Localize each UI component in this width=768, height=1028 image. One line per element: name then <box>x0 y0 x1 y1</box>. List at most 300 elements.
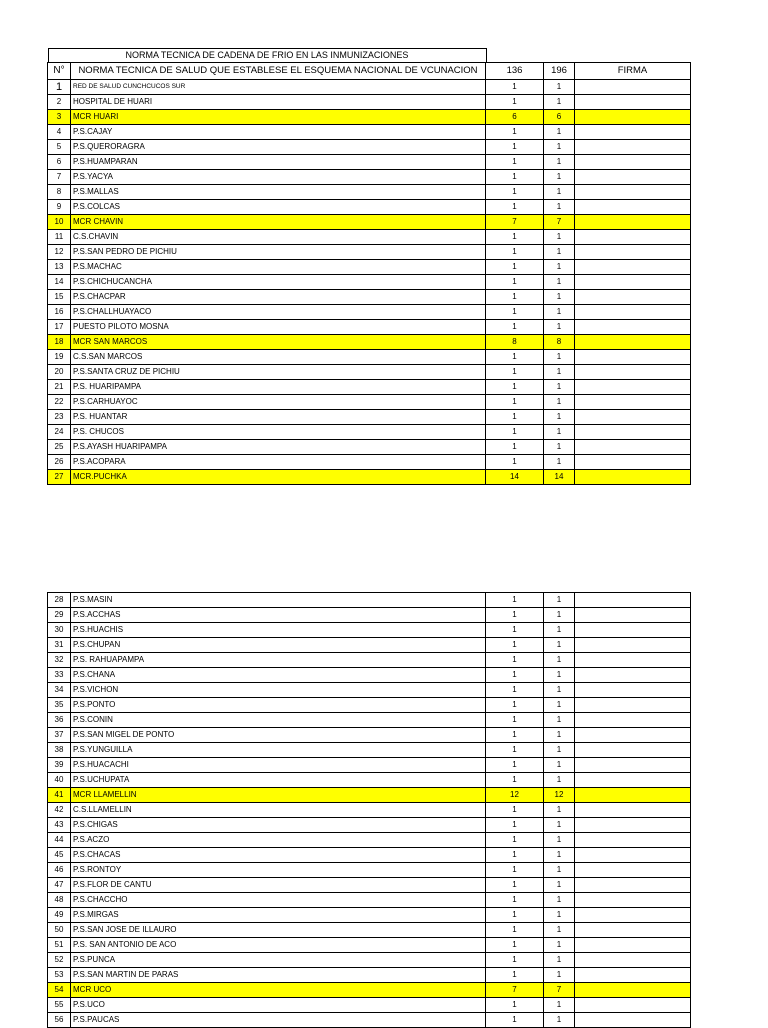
row-number: 16 <box>48 305 71 320</box>
table-row <box>48 668 691 683</box>
value-196: 1 <box>544 623 575 638</box>
firma-cell <box>575 848 691 863</box>
value-136: 1 <box>486 320 544 335</box>
firma-cell <box>575 410 691 425</box>
row-number: 36 <box>48 713 71 728</box>
firma-cell <box>575 440 691 455</box>
value-136: 1 <box>486 410 544 425</box>
table-row <box>48 848 691 863</box>
firma-cell <box>575 983 691 998</box>
value-136: 1 <box>486 863 544 878</box>
value-196: 1 <box>544 683 575 698</box>
firma-cell <box>575 773 691 788</box>
table-row <box>48 95 691 110</box>
value-196: 1 <box>544 968 575 983</box>
row-number: 3 <box>48 110 71 125</box>
row-number: 24 <box>48 425 71 440</box>
firma-cell <box>575 608 691 623</box>
firma-cell <box>575 455 691 470</box>
value-136: 1 <box>486 425 544 440</box>
value-196: 1 <box>544 743 575 758</box>
value-196: 7 <box>544 215 575 230</box>
table-row <box>48 155 691 170</box>
row-number: 26 <box>48 455 71 470</box>
firma-cell <box>575 668 691 683</box>
row-number: 27 <box>48 470 71 485</box>
table-row <box>48 893 691 908</box>
value-196: 1 <box>544 818 575 833</box>
value-196: 1 <box>544 773 575 788</box>
firma-cell <box>575 713 691 728</box>
firma-cell <box>575 623 691 638</box>
value-136: 1 <box>486 878 544 893</box>
header-firma: FIRMA <box>575 63 691 80</box>
facility-name: P.S.CHICHUCANCHA <box>71 275 486 290</box>
value-196: 1 <box>544 320 575 335</box>
value-196: 14 <box>544 470 575 485</box>
value-136: 1 <box>486 998 544 1013</box>
firma-cell <box>575 155 691 170</box>
firma-cell <box>575 593 691 608</box>
header-name: NORMA TECNICA DE SALUD QUE ESTABLESE EL ESQUEMA NACIONAL DE VCUNACION <box>71 63 486 80</box>
value-136: 1 <box>486 848 544 863</box>
facility-name: P.S.CONIN <box>71 713 486 728</box>
table-row <box>48 803 691 818</box>
row-number: 34 <box>48 683 71 698</box>
value-196: 12 <box>544 788 575 803</box>
row-number: 52 <box>48 953 71 968</box>
value-136: 1 <box>486 185 544 200</box>
table-row <box>48 350 691 365</box>
row-number: 45 <box>48 848 71 863</box>
value-196: 1 <box>544 125 575 140</box>
firma-cell <box>575 653 691 668</box>
value-136: 14 <box>486 470 544 485</box>
value-196: 1 <box>544 878 575 893</box>
value-196: 1 <box>544 230 575 245</box>
table-row <box>48 713 691 728</box>
table-row <box>48 953 691 968</box>
firma-cell <box>575 170 691 185</box>
table-row <box>48 698 691 713</box>
firma-cell <box>575 698 691 713</box>
value-196: 6 <box>544 110 575 125</box>
row-number: 47 <box>48 878 71 893</box>
facility-name: P.S. HUANTAR <box>71 410 486 425</box>
value-196: 7 <box>544 983 575 998</box>
value-196: 1 <box>544 380 575 395</box>
row-number: 48 <box>48 893 71 908</box>
table-row <box>48 185 691 200</box>
firma-cell <box>575 878 691 893</box>
value-136: 1 <box>486 455 544 470</box>
firma-cell <box>575 818 691 833</box>
table-row <box>48 380 691 395</box>
firma-cell <box>575 743 691 758</box>
row-number: 12 <box>48 245 71 260</box>
firma-cell <box>575 80 691 95</box>
value-196: 1 <box>544 638 575 653</box>
value-196: 1 <box>544 200 575 215</box>
value-136: 1 <box>486 95 544 110</box>
value-136: 1 <box>486 365 544 380</box>
firma-cell <box>575 833 691 848</box>
table-row <box>48 728 691 743</box>
value-136: 12 <box>486 788 544 803</box>
firma-cell <box>575 380 691 395</box>
facility-name: P.S.PUNCA <box>71 953 486 968</box>
value-136: 1 <box>486 833 544 848</box>
value-136: 7 <box>486 215 544 230</box>
facility-name: P.S.ACOPARA <box>71 455 486 470</box>
row-number: 54 <box>48 983 71 998</box>
facility-name: P.S.CHACAS <box>71 848 486 863</box>
firma-cell <box>575 893 691 908</box>
row-number: 7 <box>48 170 71 185</box>
table-row <box>48 968 691 983</box>
value-196: 1 <box>544 80 575 95</box>
value-196: 1 <box>544 998 575 1013</box>
facility-name: P.S.HUACACHI <box>71 758 486 773</box>
value-196: 1 <box>544 758 575 773</box>
table-row <box>48 365 691 380</box>
firma-cell <box>575 305 691 320</box>
document-title-row <box>48 48 691 63</box>
firma-cell <box>575 320 691 335</box>
table-row <box>48 245 691 260</box>
table-row <box>48 335 691 350</box>
value-136: 1 <box>486 170 544 185</box>
table-row <box>48 305 691 320</box>
value-136: 1 <box>486 773 544 788</box>
value-136: 1 <box>486 713 544 728</box>
row-number: 49 <box>48 908 71 923</box>
facility-name: P.S.CAJAY <box>71 125 486 140</box>
firma-cell <box>575 230 691 245</box>
firma-cell <box>575 470 691 485</box>
table-row <box>48 440 691 455</box>
facility-name: P.S.RONTOY <box>71 863 486 878</box>
row-number: 32 <box>48 653 71 668</box>
table-row <box>48 80 691 95</box>
facility-name: P.S.SANTA CRUZ DE PICHIU <box>71 365 486 380</box>
value-196: 1 <box>544 185 575 200</box>
value-196: 1 <box>544 938 575 953</box>
value-196: 1 <box>544 668 575 683</box>
row-number: 53 <box>48 968 71 983</box>
row-number: 31 <box>48 638 71 653</box>
facility-name: P.S.YACYA <box>71 170 486 185</box>
table-row <box>48 683 691 698</box>
table-row <box>48 470 691 485</box>
value-136: 1 <box>486 125 544 140</box>
value-136: 1 <box>486 623 544 638</box>
table-row <box>48 833 691 848</box>
table-row <box>48 290 691 305</box>
value-196: 1 <box>544 140 575 155</box>
table-row <box>48 788 691 803</box>
value-196: 1 <box>544 155 575 170</box>
firma-cell <box>575 788 691 803</box>
firma-cell <box>575 863 691 878</box>
facility-name: P.S. SAN ANTONIO DE ACO <box>71 938 486 953</box>
value-136: 1 <box>486 908 544 923</box>
value-136: 1 <box>486 758 544 773</box>
row-number: 23 <box>48 410 71 425</box>
value-196: 1 <box>544 728 575 743</box>
facility-name: P.S.CHACCHO <box>71 893 486 908</box>
value-136: 1 <box>486 230 544 245</box>
table-row <box>48 1013 691 1028</box>
row-number: 2 <box>48 95 71 110</box>
inventory-table-part-1 <box>47 48 691 485</box>
facility-name: P.S.VICHON <box>71 683 486 698</box>
firma-cell <box>575 245 691 260</box>
row-number: 43 <box>48 818 71 833</box>
firma-cell <box>575 215 691 230</box>
value-196: 1 <box>544 260 575 275</box>
facility-name: P.S.CHIGAS <box>71 818 486 833</box>
value-196: 1 <box>544 350 575 365</box>
row-number: 41 <box>48 788 71 803</box>
table-row <box>48 200 691 215</box>
value-136: 1 <box>486 968 544 983</box>
facility-name: P.S.FLOR DE CANTU <box>71 878 486 893</box>
firma-cell <box>575 185 691 200</box>
facility-name: P.S.ACZO <box>71 833 486 848</box>
value-136: 1 <box>486 953 544 968</box>
table-row <box>48 410 691 425</box>
facility-name: P.S.AYASH HUARIPAMPA <box>71 440 486 455</box>
facility-name: MCR.PUCHKA <box>71 470 486 485</box>
header-196: 196 <box>544 63 575 80</box>
table-row <box>48 125 691 140</box>
table-row <box>48 275 691 290</box>
facility-name: MCR UCO <box>71 983 486 998</box>
row-number: 46 <box>48 863 71 878</box>
row-number: 20 <box>48 365 71 380</box>
facility-name: C.S.LLAMELLIN <box>71 803 486 818</box>
facility-name: P.S.MALLAS <box>71 185 486 200</box>
row-number: 18 <box>48 335 71 350</box>
facility-name: P.S.MASIN <box>71 593 486 608</box>
value-136: 1 <box>486 653 544 668</box>
table-row <box>48 425 691 440</box>
value-136: 1 <box>486 260 544 275</box>
facility-name: P.S.UCO <box>71 998 486 1013</box>
value-196: 1 <box>544 908 575 923</box>
value-136: 1 <box>486 350 544 365</box>
facility-name: P.S.QUERORAGRA <box>71 140 486 155</box>
value-136: 1 <box>486 608 544 623</box>
firma-cell <box>575 953 691 968</box>
firma-cell <box>575 923 691 938</box>
value-196: 1 <box>544 305 575 320</box>
facility-name: PUESTO PILOTO MOSNA <box>71 320 486 335</box>
facility-name: P.S.HUAMPARAN <box>71 155 486 170</box>
firma-cell <box>575 683 691 698</box>
value-136: 6 <box>486 110 544 125</box>
facility-name: P.S.COLCAS <box>71 200 486 215</box>
value-136: 1 <box>486 395 544 410</box>
row-number: 9 <box>48 200 71 215</box>
value-136: 1 <box>486 728 544 743</box>
facility-name: P.S.UCHUPATA <box>71 773 486 788</box>
value-196: 1 <box>544 1013 575 1028</box>
row-number: 25 <box>48 440 71 455</box>
table-row <box>48 623 691 638</box>
row-number: 1 <box>48 80 71 95</box>
row-number: 55 <box>48 998 71 1013</box>
table-row <box>48 260 691 275</box>
value-196: 1 <box>544 713 575 728</box>
facility-name: P.S. CHUCOS <box>71 425 486 440</box>
value-136: 1 <box>486 938 544 953</box>
row-number: 33 <box>48 668 71 683</box>
value-196: 8 <box>544 335 575 350</box>
row-number: 8 <box>48 185 71 200</box>
firma-cell <box>575 110 691 125</box>
facility-name: P.S.PONTO <box>71 698 486 713</box>
table-row <box>48 653 691 668</box>
value-136: 1 <box>486 803 544 818</box>
value-196: 1 <box>544 893 575 908</box>
facility-name: MCR CHAVIN <box>71 215 486 230</box>
table-row <box>48 863 691 878</box>
row-number: 13 <box>48 260 71 275</box>
value-136: 1 <box>486 593 544 608</box>
table-row <box>48 878 691 893</box>
value-196: 1 <box>544 833 575 848</box>
facility-name: P.S.CHUPAN <box>71 638 486 653</box>
value-196: 1 <box>544 425 575 440</box>
row-number: 10 <box>48 215 71 230</box>
facility-name: P.S.SAN PEDRO DE PICHIU <box>71 245 486 260</box>
table-row <box>48 140 691 155</box>
firma-cell <box>575 365 691 380</box>
row-number: 17 <box>48 320 71 335</box>
facility-name: P.S.SAN JOSE DE ILLAURO <box>71 923 486 938</box>
row-number: 29 <box>48 608 71 623</box>
firma-cell <box>575 908 691 923</box>
facility-name: RED DE SALUD CUNCHCUCOS SUR <box>71 80 486 95</box>
row-number: 40 <box>48 773 71 788</box>
row-number: 15 <box>48 290 71 305</box>
value-136: 1 <box>486 923 544 938</box>
value-136: 1 <box>486 155 544 170</box>
table-row <box>48 923 691 938</box>
value-196: 1 <box>544 653 575 668</box>
value-196: 1 <box>544 95 575 110</box>
firma-cell <box>575 200 691 215</box>
header-136: 136 <box>486 63 544 80</box>
value-136: 1 <box>486 743 544 758</box>
facility-name: P.S.MIRGAS <box>71 908 486 923</box>
table-row <box>48 593 691 608</box>
value-196: 1 <box>544 365 575 380</box>
value-136: 1 <box>486 290 544 305</box>
column-header-row <box>48 63 691 80</box>
value-196: 1 <box>544 863 575 878</box>
value-136: 1 <box>486 638 544 653</box>
firma-cell <box>575 290 691 305</box>
firma-cell <box>575 260 691 275</box>
table-row <box>48 638 691 653</box>
table-row <box>48 110 691 125</box>
row-number: 42 <box>48 803 71 818</box>
facility-name: MCR HUARI <box>71 110 486 125</box>
firma-cell <box>575 275 691 290</box>
value-136: 1 <box>486 818 544 833</box>
facility-name: P.S. RAHUAPAMPA <box>71 653 486 668</box>
value-196: 1 <box>544 275 575 290</box>
inventory-table-part-2 <box>47 592 691 1028</box>
value-136: 7 <box>486 983 544 998</box>
value-196: 1 <box>544 698 575 713</box>
value-196: 1 <box>544 170 575 185</box>
value-196: 1 <box>544 455 575 470</box>
table-row <box>48 743 691 758</box>
row-number: 4 <box>48 125 71 140</box>
row-number: 6 <box>48 155 71 170</box>
facility-name: P.S.CARHUAYOC <box>71 395 486 410</box>
value-136: 1 <box>486 668 544 683</box>
table-row <box>48 773 691 788</box>
row-number: 21 <box>48 380 71 395</box>
facility-name: P.S.SAN MIGEL DE PONTO <box>71 728 486 743</box>
row-number: 35 <box>48 698 71 713</box>
value-136: 1 <box>486 275 544 290</box>
facility-name: P.S.CHACPAR <box>71 290 486 305</box>
table-row <box>48 983 691 998</box>
row-number: 14 <box>48 275 71 290</box>
table-row <box>48 998 691 1013</box>
table-row <box>48 395 691 410</box>
document-title: NORMA TECNICA DE CADENA DE FRIO EN LAS INMUNIZACIONES <box>48 48 487 62</box>
facility-name: P.S. HUARIPAMPA <box>71 380 486 395</box>
value-136: 1 <box>486 80 544 95</box>
value-136: 1 <box>486 380 544 395</box>
value-196: 1 <box>544 593 575 608</box>
row-number: 22 <box>48 395 71 410</box>
row-number: 28 <box>48 593 71 608</box>
firma-cell <box>575 335 691 350</box>
facility-name: P.S.HUACHIS <box>71 623 486 638</box>
facility-name: P.S.MACHAC <box>71 260 486 275</box>
firma-cell <box>575 1013 691 1028</box>
facility-name: P.S.YUNGUILLA <box>71 743 486 758</box>
facility-name: MCR LLAMELLIN <box>71 788 486 803</box>
firma-cell <box>575 140 691 155</box>
firma-cell <box>575 728 691 743</box>
value-136: 1 <box>486 683 544 698</box>
firma-cell <box>575 803 691 818</box>
row-number: 37 <box>48 728 71 743</box>
value-136: 1 <box>486 305 544 320</box>
table-row <box>48 818 691 833</box>
value-196: 1 <box>544 803 575 818</box>
row-number: 44 <box>48 833 71 848</box>
facility-name: HOSPITAL DE HUARI <box>71 95 486 110</box>
table-row <box>48 455 691 470</box>
firma-cell <box>575 998 691 1013</box>
facility-name: P.S.ACCHAS <box>71 608 486 623</box>
row-number: 51 <box>48 938 71 953</box>
row-number: 30 <box>48 623 71 638</box>
value-196: 1 <box>544 245 575 260</box>
value-196: 1 <box>544 953 575 968</box>
value-136: 1 <box>486 440 544 455</box>
